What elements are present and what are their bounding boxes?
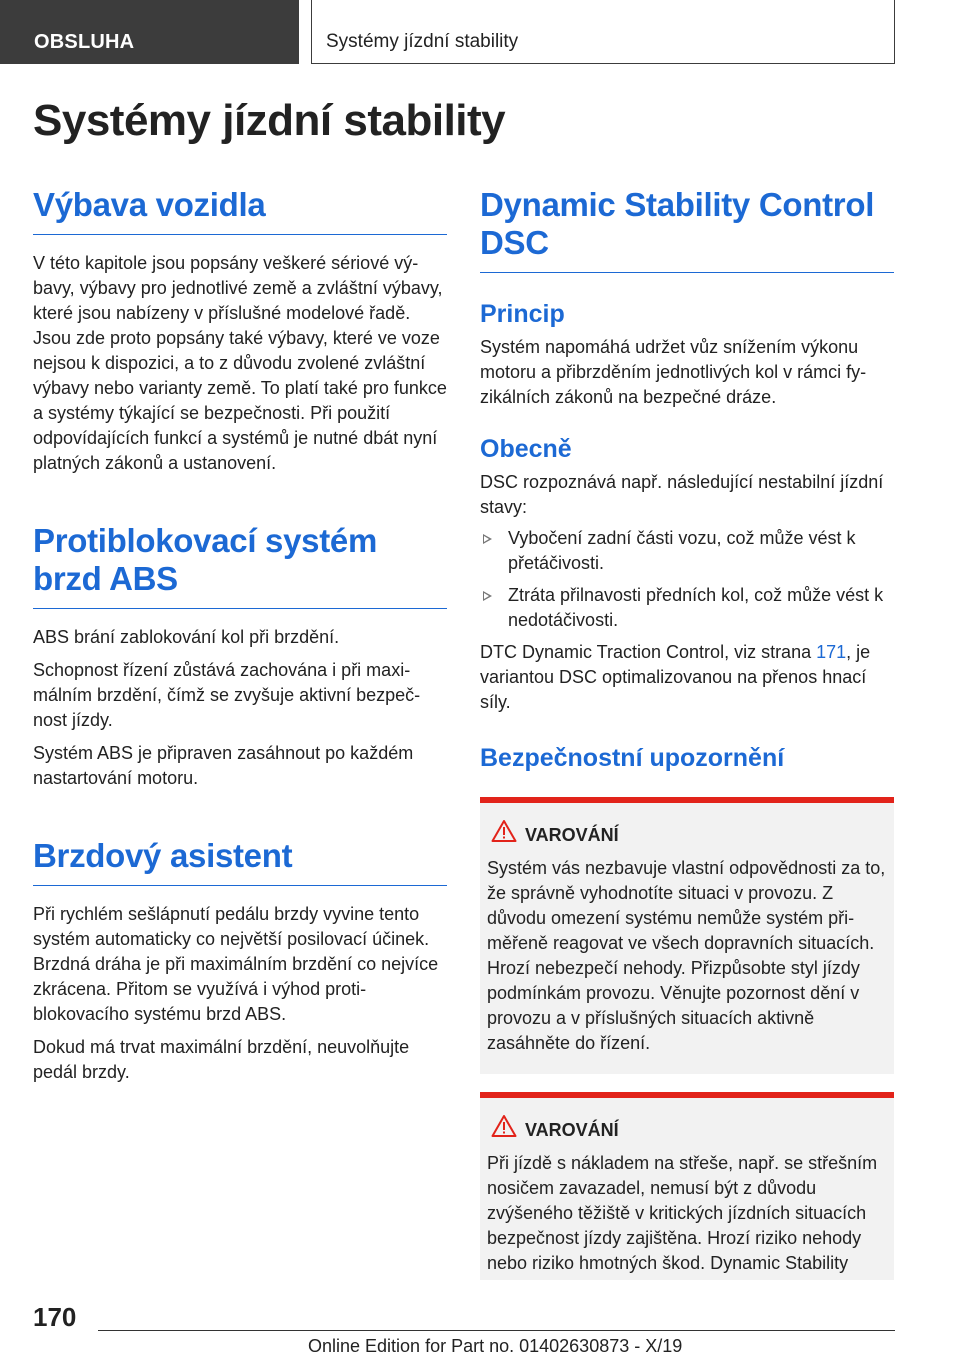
warning-box xyxy=(480,797,894,1074)
chapter-header xyxy=(311,0,895,64)
list-item: Vybočení zadní části vozu, což může vést k přetáčivosti. xyxy=(480,526,894,576)
warning-text: Systém vás nezbavuje vlastní odpovědnosti za to, že správně vyhodnotíte situaci v provozu. Z důvodu omezení systému nemůže systém přiměřeně reagovat ve všech dopravních situacích. Hrozí nebezpečí nehody. Přizpůsobte styl jízdy podmínkám provozu. Věnujte pozornost dění v provozu a v příslušných situacích aktivně zasáhněte do řízení. xyxy=(487,858,886,1053)
page-number: 170 xyxy=(33,1302,77,1332)
warning-title: VAROVÁNÍ xyxy=(525,1120,886,1141)
princip-text: Systém napomáhá udržet vůz snížením výkonu motoru a přibrzděním jednotlivých kol v rámci fyzikálních zákonů na bezpečné dráze. xyxy=(480,337,867,407)
warning-box xyxy=(480,1092,894,1280)
abs-p1: ABS brání zablokování kol při brzdění. xyxy=(33,627,340,647)
heading-obecne: Obecně xyxy=(480,435,572,463)
asistent-p2: Dokud má trvat maximální brzdění, neuvolňujte pedál brzdy. xyxy=(33,1037,410,1082)
warning-triangle-icon xyxy=(491,1114,517,1138)
list-item: Ztráta přilnavosti předních kol, což může vést k nedotáčivosti. xyxy=(480,583,894,633)
heading-bezpecnost: Bezpečnostní upozornění xyxy=(480,744,785,772)
triangle-bullet-icon xyxy=(483,591,492,601)
heading-brzdovy-asistent: Brzdový asistent xyxy=(33,837,447,886)
right-column xyxy=(480,186,894,1280)
asistent-p1: Při rychlém sešlápnutí pedálu brzdy vyvine tento systém automaticky co největší posilovací účinek. Brzdná dráha je při maximálním brzdění co nejvíce zkrácena. Přitom se využívá i výhod protiblokovacího systému brzd ABS. xyxy=(33,904,439,1024)
warning-title: VAROVÁNÍ xyxy=(525,825,886,846)
chapter-label: Systémy jízdní stability xyxy=(326,31,519,52)
abs-p2: Schopnost řízení zůstává zachována i při maximálním brzdění, čímž se zvyšuje aktivní bezpečnost jízdy. xyxy=(33,660,421,730)
page-link-171[interactable]: 171 xyxy=(816,642,847,662)
warning-text: Při jízdě s nákladem na střeše, např. se střešním nosičem zavazadel, nemusí být z důvodu zvýšeného těžiště v kritických jízdních situacích bezpečnost jízdy zajištěna. Hrozí riziko nehody nebo riziko hmotných škod. Dynamic Stability xyxy=(487,1153,878,1273)
abs-p3: Systém ABS je připraven zasáhnout po každém nastartování motoru. xyxy=(33,743,414,788)
left-column xyxy=(33,186,447,1085)
dtc-text: DTC Dynamic Traction Control, viz strana 171, je variantou DSC optimalizovanou na přenos hnací síly. xyxy=(480,642,871,712)
vybava-text: V této kapitole jsou popsány veškeré sériové výbavy, výbavy pro jednotlivé země a zvláštní výbavy, které jsou nabízeny v příslušné modelové řadě. Jsou zde proto popsány také výbavy, které ve voze nejsou k dispozici, a to z důvodu zvolené zvláštní výbavy nebo varianty země. To platí také pro funkce a systémy týkající se bezpečnosti. Při použití odpovídajících funkcí a systémů je nutné dbát nyní platných zákonů a ustanovení. xyxy=(33,253,447,473)
heading-dsc: Dynamic Stability Control DSC xyxy=(480,186,894,273)
page-title: Systémy jízdní stability xyxy=(33,96,506,145)
heading-princip: Princip xyxy=(480,300,565,328)
warning-triangle-icon xyxy=(491,819,517,843)
section-tab xyxy=(0,0,299,64)
obecne-intro: DSC rozpoznává např. následující nestabilní jízdní stavy: xyxy=(480,472,884,517)
heading-vybava: Výbava vozidla xyxy=(33,186,447,235)
footer-edition: Online Edition for Part no. 01402630873 - X/19 xyxy=(308,1336,683,1356)
situation-list xyxy=(480,526,894,633)
triangle-bullet-icon xyxy=(483,534,492,544)
section-label: OBSLUHA xyxy=(34,31,135,53)
heading-abs: Protiblokovací systém brzd ABS xyxy=(33,522,447,609)
footer-divider xyxy=(98,1330,895,1331)
